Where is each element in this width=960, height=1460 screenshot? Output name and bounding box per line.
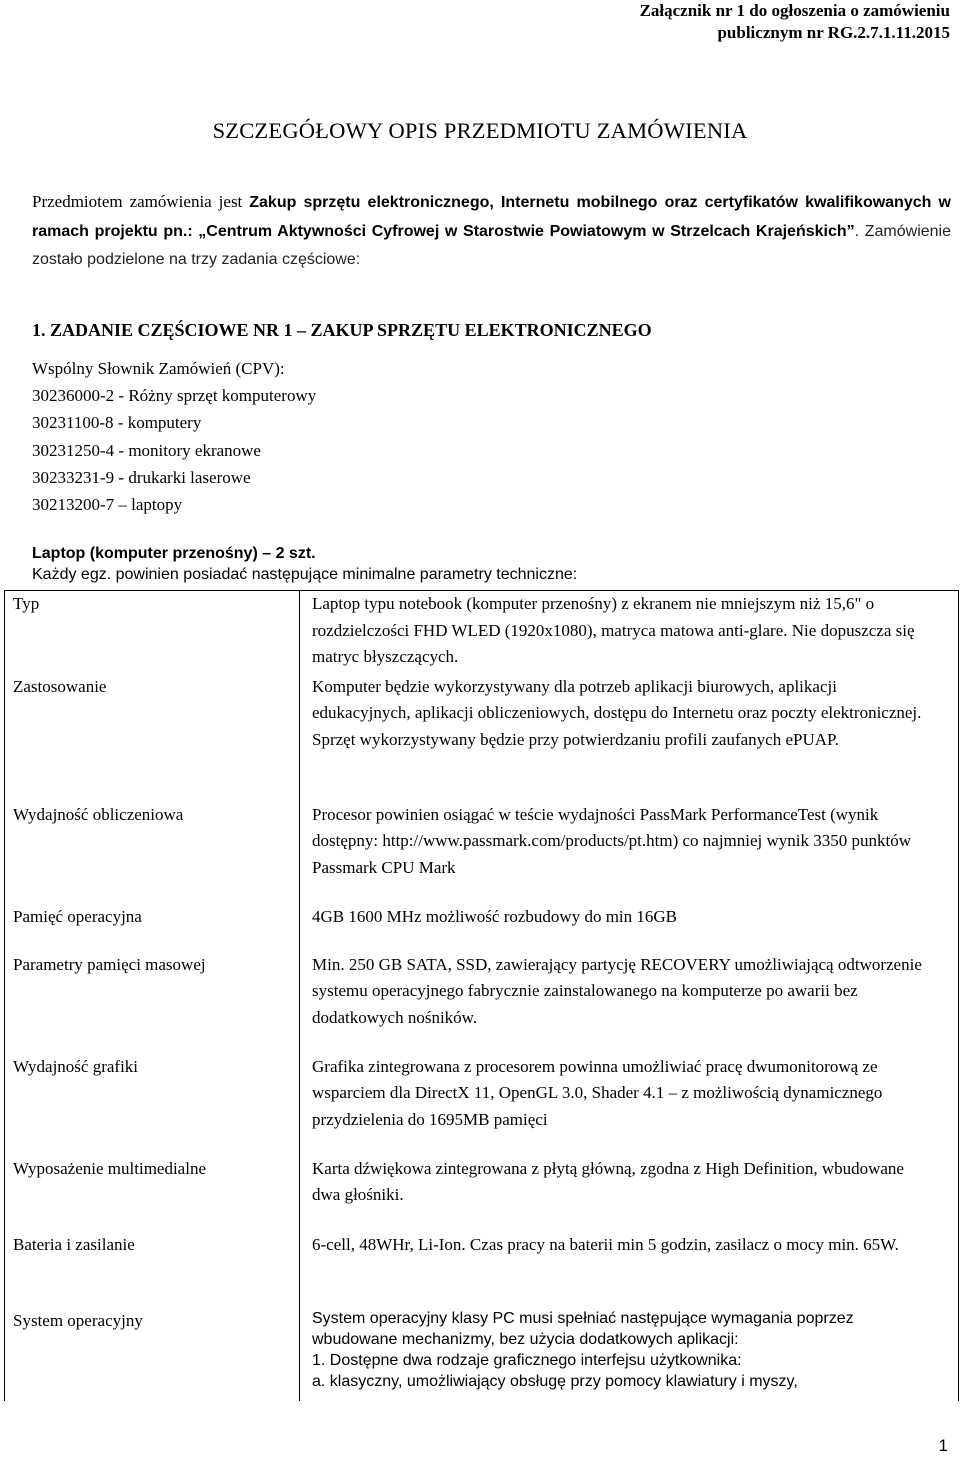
spec-value: Laptop typu notebook (komputer przenośny) z ekranem nie mniejszym niż 15,6" o rozdzielczości FHD WLED (1920x1080), matryca matowa anti-glare. Nie dopuszcza się matryc błyszczących. bbox=[300, 591, 959, 674]
cpv-label: Wspólny Słownik Zamówień (CPV): bbox=[32, 359, 285, 378]
cpv-list bbox=[32, 355, 316, 518]
table-row bbox=[5, 952, 959, 1054]
spec-value: Min. 250 GB SATA, SSD, zawierający partycję RECOVERY umożliwiającą odtworzenie systemu operacyjnego fabrycznie zainstalowanego na komputerze po awarii bez dodatkowych nośników. bbox=[300, 952, 959, 1054]
spec-key: Zastosowanie bbox=[5, 674, 300, 802]
table-row bbox=[5, 591, 959, 674]
annex-reference bbox=[530, 0, 950, 44]
spec-value: Karta dźwiękowa zintegrowana z płytą główną, zgodna z High Definition, wbudowane dwa głośniki. bbox=[300, 1156, 959, 1232]
spec-table bbox=[4, 590, 959, 1401]
table-row bbox=[5, 904, 959, 952]
table-row bbox=[5, 1232, 959, 1308]
annex-line-2: publicznym nr RG.2.7.1.11.2015 bbox=[717, 23, 950, 42]
spec-key: System operacyjny bbox=[5, 1308, 300, 1401]
spec-value: 4GB 1600 MHz możliwość rozbudowy do min 16GB bbox=[300, 904, 959, 952]
table-row bbox=[5, 1308, 959, 1401]
task-heading: 1. ZADANIE CZĘŚCIOWE NR 1 – ZAKUP SPRZĘTU ELEKTRONICZNEGO bbox=[32, 320, 652, 340]
spec-key: Typ bbox=[5, 591, 300, 674]
cpv-code: 30236000-2 - Różny sprzęt komputerowy bbox=[32, 386, 317, 406]
spec-value: Komputer będzie wykorzystywany dla potrzeb aplikacji biurowych, aplikacji edukacyjnych, aplikacji obliczeniowych, dostępu do Internetu oraz poczty elektronicznej. Sprzęt wykorzystywany będzie przy potwierdzaniu profili zaufanych ePUAP. bbox=[300, 674, 959, 802]
cpv-code: 30213200-7 – laptopy bbox=[32, 495, 183, 515]
spec-key: Pamięć operacyjna bbox=[5, 904, 300, 952]
spec-key: Wydajność grafiki bbox=[5, 1054, 300, 1156]
intro-tail: . Zamówienie zostało podzielone na trzy zadania częściowe: bbox=[32, 222, 951, 268]
os-line: a. klasyczny, umożliwiający obsługę przy pomocy klawiatury i myszy, bbox=[312, 1372, 798, 1390]
spec-key: Parametry pamięci masowej bbox=[5, 952, 300, 1054]
spec-value: Grafika zintegrowana z procesorem powinna umożliwiać pracę dwumonitorową ze wsparciem dla DirectX 11, OpenGL 3.0, Shader 4.1 – z możliwością dynamicznego przydzielenia do 1695MB pamięci bbox=[300, 1054, 959, 1156]
spec-value: 6-cell, 48WHr, Li-Ion. Czas pracy na baterii min 5 godzin, zasilacz o mocy min. 65W. bbox=[300, 1232, 959, 1308]
each-unit-note: Każdy egz. powinien posiadać następujące minimalne parametry techniczne: bbox=[32, 566, 578, 583]
intro-subject: Zakup sprzętu elektronicznego, Internetu mobilnego oraz certyfikatów kwalifikowanych w ramach projektu pn.: „Centrum Aktywności Cyfrowej w Starostwie Powiatowym w Strzelcach Krajeńskich” bbox=[32, 194, 951, 240]
table-row bbox=[5, 1156, 959, 1232]
spec-value bbox=[300, 1308, 959, 1401]
document-title: SZCZEGÓŁOWY OPIS PRZEDMIOTU ZAMÓWIENIA bbox=[212, 118, 748, 143]
page-number: 1 bbox=[938, 1436, 948, 1455]
intro-lead: Przedmiotem zamówienia jest bbox=[32, 192, 250, 211]
intro-paragraph bbox=[32, 188, 951, 274]
cpv-code: 30231250-4 - monitory ekranowe bbox=[32, 440, 261, 460]
os-line: 1. Dostępne dwa rodzaje graficznego interfejsu użytkownika: bbox=[312, 1351, 742, 1369]
table-row bbox=[5, 674, 959, 802]
spec-key: Wyposażenie multimedialne bbox=[5, 1156, 300, 1232]
spec-key: Bateria i zasilanie bbox=[5, 1232, 300, 1308]
spec-value: Procesor powinien osiągać w teście wydajności PassMark PerformanceTest (wynik dostępny: http://www.passmark.com/products/pt.htm) co najmniej wynik 3350 punktów Passmark CPU Mark bbox=[300, 802, 959, 904]
cpv-code: 30231100-8 - komputery bbox=[32, 413, 202, 433]
spec-key: Wydajność obliczeniowa bbox=[5, 802, 300, 904]
cpv-code: 30233231-9 - drukarki laserowe bbox=[32, 467, 251, 487]
laptop-title: Laptop (komputer przenośny) – 2 szt. bbox=[32, 545, 316, 562]
os-line: System operacyjny klasy PC musi spełniać następujące wymagania poprzez wbudowane mechanizmy, bez użycia dodatkowych aplikacji: bbox=[312, 1309, 854, 1348]
table-row bbox=[5, 1054, 959, 1156]
annex-line-1: Załącznik nr 1 do ogłoszenia o zamówieniu bbox=[639, 1, 950, 20]
table-row bbox=[5, 802, 959, 904]
